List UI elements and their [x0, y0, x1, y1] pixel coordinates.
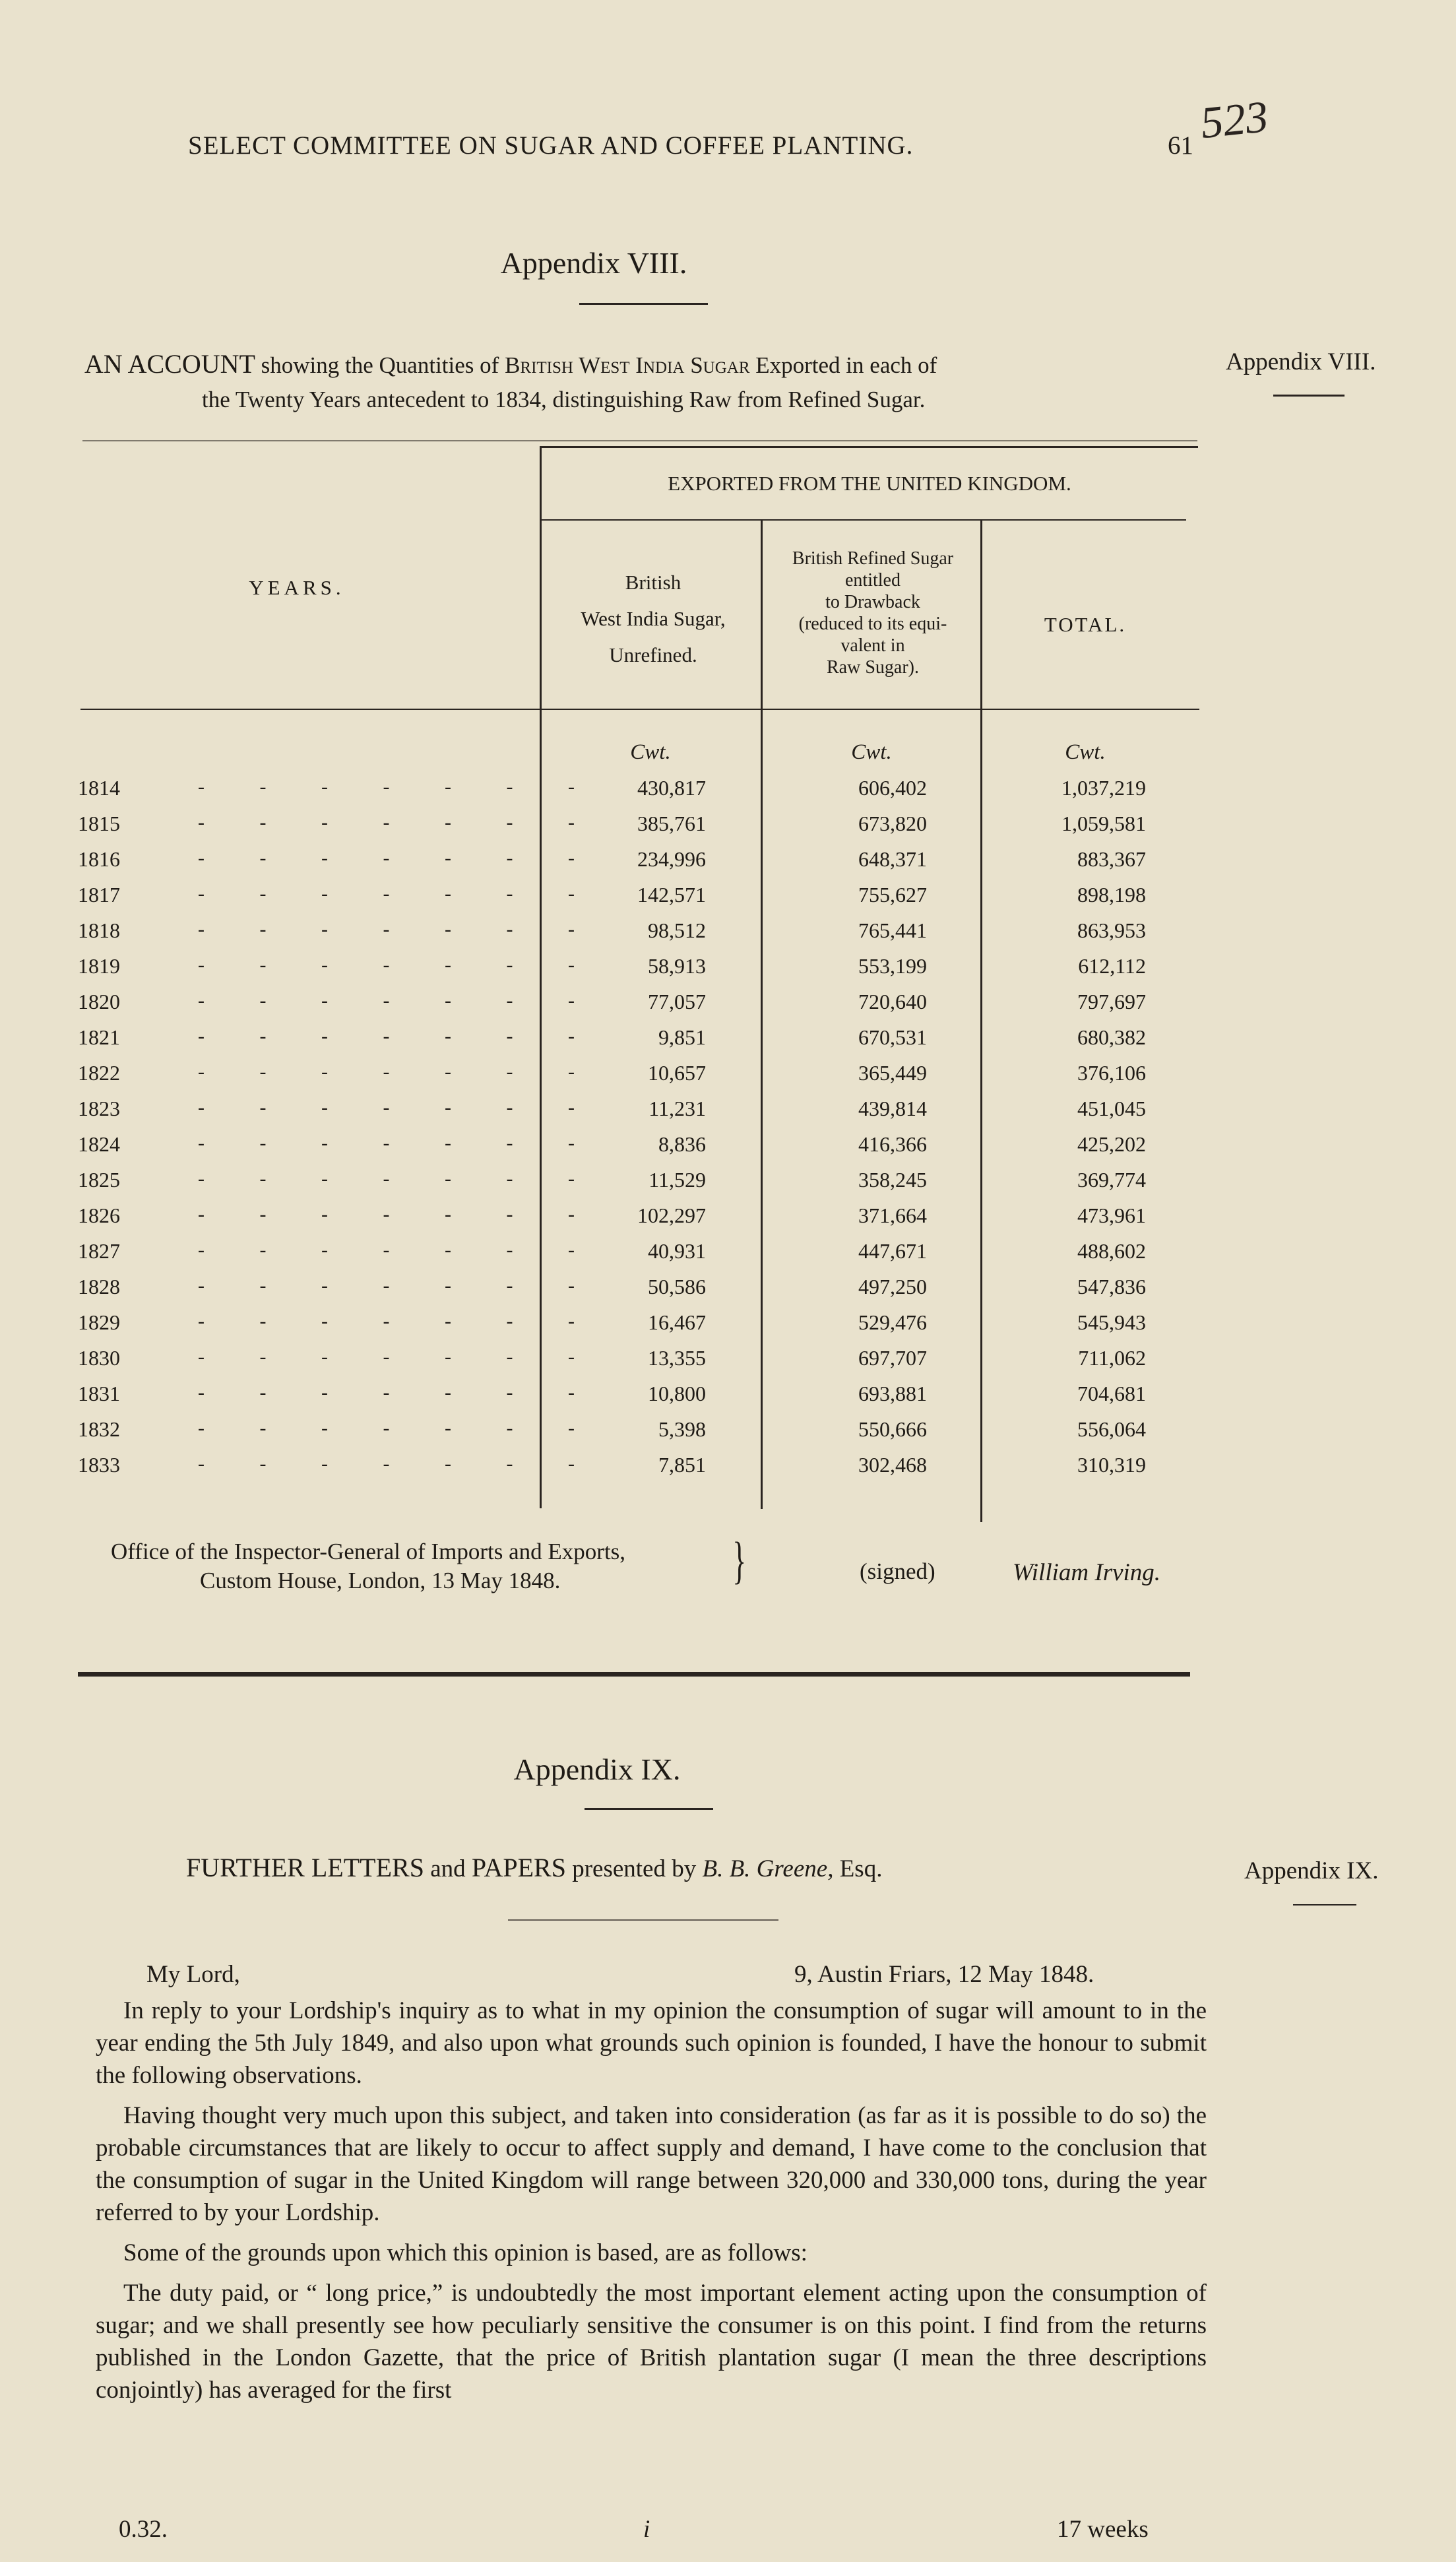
- leader-dashes: - - - - - - -: [198, 1275, 600, 1297]
- unrefined-cell: 7,851: [658, 1453, 706, 1477]
- total-cell: 547,836: [1077, 1275, 1146, 1298]
- unrefined-cell: 9,851: [658, 1025, 706, 1049]
- leader-dashes: - - - - - - -: [198, 1097, 600, 1118]
- leader-dashes: - - - - - - -: [198, 812, 600, 833]
- unrefined-cell: 77,057: [648, 990, 706, 1013]
- heading9-b: and: [424, 1855, 472, 1882]
- total-cell: 556,064: [1077, 1417, 1146, 1441]
- total-cell: 711,062: [1078, 1346, 1146, 1370]
- year-cell: 1815: [78, 812, 120, 835]
- unrefined-cell: 16,467: [648, 1310, 706, 1334]
- office-attribution: [111, 1537, 625, 1595]
- margin-rule: [1273, 395, 1345, 397]
- unrefined-cell: 142,571: [637, 883, 706, 907]
- signature-mark: 0.32.: [119, 2516, 168, 2543]
- col-header-refined-l1: British Refined Sugar: [792, 548, 954, 569]
- leader-dashes: - - - - - - -: [198, 847, 600, 869]
- unit-unrefined: Cwt.: [630, 740, 671, 764]
- col-header-total: TOTAL.: [1044, 613, 1127, 636]
- total-cell: 863,953: [1077, 918, 1146, 942]
- total-cell: 545,943: [1077, 1310, 1146, 1334]
- refined-cell: 697,707: [858, 1346, 927, 1370]
- total-cell: 425,202: [1077, 1132, 1146, 1156]
- refined-cell: 497,250: [858, 1275, 927, 1298]
- salutation: My Lord,: [146, 1961, 240, 1988]
- unrefined-cell: 430,817: [637, 776, 706, 800]
- col-header-refined-l5: valent in: [840, 635, 905, 656]
- year-cell: 1821: [78, 1025, 120, 1049]
- leader-dashes: - - - - - - -: [198, 954, 600, 976]
- total-cell: 473,961: [1077, 1203, 1146, 1227]
- total-cell: 1,059,581: [1061, 812, 1146, 835]
- leader-dashes: - - - - - - -: [198, 1382, 600, 1403]
- leader-dashes: - - - - - - -: [198, 1203, 600, 1225]
- group-header-rule: [540, 519, 1186, 521]
- heading9-presenter: B. B. Greene,: [702, 1855, 834, 1882]
- col-header-unrefined: [548, 564, 759, 673]
- column-header-rule: [80, 709, 1199, 710]
- further-letters-heading: [186, 1852, 882, 1883]
- year-cell: 1833: [78, 1453, 120, 1477]
- letter-paragraph: In reply to your Lordship's inquiry as to what in my opinion the consumption of sugar will amount to in the year ending the 5th July 1849, and also upon what grounds such opinion is founded, I have the honour to submit the following observations.: [96, 1997, 1207, 2089]
- refined-cell: 439,814: [858, 1097, 927, 1120]
- col-header-unrefined-l1: British: [625, 571, 681, 594]
- total-cell: 451,045: [1077, 1097, 1146, 1120]
- year-cell: 1830: [78, 1346, 120, 1370]
- heading-text-b: Exported in each of: [749, 352, 937, 378]
- refined-cell: 365,449: [858, 1061, 927, 1085]
- year-cell: 1825: [78, 1168, 120, 1192]
- office-line-1: Office of the Inspector-General of Imports and Exports,: [111, 1539, 626, 1564]
- total-cell: 1,037,219: [1061, 776, 1146, 800]
- total-cell: 898,198: [1077, 883, 1146, 907]
- refined-cell: 648,371: [858, 847, 927, 871]
- year-cell: 1814: [78, 776, 120, 800]
- col-header-refined: [764, 548, 982, 678]
- catchword: 17 weeks: [1057, 2516, 1149, 2543]
- heading9-a: FURTHER LETTERS: [186, 1853, 424, 1882]
- group-header: EXPORTED FROM THE UNITED KINGDOM.: [668, 472, 1071, 495]
- unrefined-cell: 234,996: [637, 847, 706, 871]
- unit-total: Cwt.: [1065, 740, 1106, 764]
- handwritten-folio: 523: [1198, 90, 1271, 148]
- table-top-rule: [82, 440, 1197, 441]
- unrefined-cell: 98,512: [648, 918, 706, 942]
- margin-rule-9: [1293, 1904, 1356, 1905]
- heading-line-2: the Twenty Years antecedent to 1834, distinguishing Raw from Refined Sugar.: [202, 387, 926, 412]
- total-cell: 376,106: [1077, 1061, 1146, 1085]
- heading9-c: PAPERS: [471, 1853, 566, 1882]
- refined-cell: 755,627: [858, 883, 927, 907]
- title-underline-9: [585, 1808, 713, 1810]
- total-cell: 704,681: [1077, 1382, 1146, 1405]
- year-cell: 1832: [78, 1417, 120, 1441]
- leader-dashes: - - - - - - -: [198, 1025, 600, 1047]
- leader-dashes: - - - - - - -: [198, 1453, 600, 1475]
- unrefined-cell: 11,231: [649, 1097, 706, 1120]
- refined-cell: 371,664: [858, 1203, 927, 1227]
- leader-dashes: - - - - - - -: [198, 1168, 600, 1190]
- year-cell: 1818: [78, 918, 120, 942]
- running-title: SELECT COMMITTEE ON SUGAR AND COFFEE PLANTING.: [188, 131, 914, 160]
- page-number: 61: [1168, 131, 1193, 160]
- heading9-f: Esq.: [833, 1855, 883, 1882]
- unrefined-cell: 11,529: [649, 1168, 706, 1192]
- leader-dashes: - - - - - - -: [198, 1061, 600, 1083]
- leader-dashes: - - - - - - -: [198, 883, 600, 905]
- unit-refined: Cwt.: [851, 740, 892, 764]
- year-cell: 1826: [78, 1203, 120, 1227]
- leader-dashes: - - - - - - -: [198, 1310, 600, 1332]
- unrefined-cell: 58,913: [648, 954, 706, 978]
- refined-cell: 673,820: [858, 812, 927, 835]
- refined-cell: 550,666: [858, 1417, 927, 1441]
- appendix-9-title: Appendix IX.: [513, 1752, 681, 1786]
- unrefined-cell: 40,931: [648, 1239, 706, 1263]
- col-header-years: YEARS.: [249, 576, 345, 599]
- year-cell: 1827: [78, 1239, 120, 1263]
- leader-dashes: - - - - - - -: [198, 1239, 600, 1261]
- appendix-8-title: Appendix VIII.: [500, 246, 687, 280]
- heading-rule-9: [508, 1919, 778, 1921]
- unrefined-cell: 8,836: [658, 1132, 706, 1156]
- year-cell: 1824: [78, 1132, 120, 1156]
- unrefined-cell: 10,657: [648, 1061, 706, 1085]
- letter-paragraph: The duty paid, or “ long price,” is undoubtedly the most important element acting upon the consumption of sugar; and we shall presently see how peculiarly sensitive the consumer is on this point. I find from the returns published in the London Gazette, that the price of British plantation sugar (I mean the three descriptions conjointly) has averaged for the first: [96, 2280, 1207, 2404]
- refined-cell: 606,402: [858, 776, 927, 800]
- sheet-signature: i: [643, 2516, 650, 2543]
- col-header-unrefined-l3: Unrefined.: [609, 643, 697, 666]
- col-header-refined-l2: entitled: [845, 570, 901, 591]
- total-cell: 310,319: [1077, 1453, 1146, 1477]
- year-cell: 1828: [78, 1275, 120, 1298]
- title-underline: [579, 303, 708, 305]
- heading-text-a: showing the Quantities of: [255, 352, 505, 378]
- year-cell: 1817: [78, 883, 120, 907]
- heading-lead: AN ACCOUNT: [84, 349, 255, 379]
- col-header-refined-l3: to Drawback: [825, 592, 920, 612]
- year-cell: 1819: [78, 954, 120, 978]
- refined-cell: 447,671: [858, 1239, 927, 1263]
- year-cell: 1816: [78, 847, 120, 871]
- refined-cell: 358,245: [858, 1168, 927, 1192]
- refined-cell: 693,881: [858, 1382, 927, 1405]
- heading-subject: British West India Sugar: [505, 352, 750, 378]
- year-cell: 1823: [78, 1097, 120, 1120]
- leader-dashes: - - - - - - -: [198, 776, 600, 798]
- col-header-refined-l6: Raw Sugar).: [827, 657, 919, 678]
- col-header-refined-l4: (reduced to its equi-: [798, 614, 947, 634]
- section-divider: [78, 1672, 1190, 1677]
- brace-glyph: }: [732, 1531, 747, 1589]
- table-vline-2: [761, 519, 763, 1509]
- letter-paragraph: Some of the grounds upon which this opinion is based, are as follows:: [123, 2239, 807, 2266]
- account-heading: [84, 347, 1219, 417]
- refined-cell: 553,199: [858, 954, 927, 978]
- unrefined-cell: 5,398: [658, 1417, 706, 1441]
- leader-dashes: - - - - - - -: [198, 990, 600, 1011]
- total-cell: 488,602: [1077, 1239, 1146, 1263]
- total-cell: 883,367: [1077, 847, 1146, 871]
- letter-body: [96, 1995, 1207, 2406]
- table-top-rule-right: [540, 446, 1198, 448]
- total-cell: 612,112: [1078, 954, 1146, 978]
- unrefined-cell: 50,586: [648, 1275, 706, 1298]
- letter-paragraph: Having thought very much upon this subject, and taken into consideration (as far as it is possible to do so) the probable circumstances that are likely to occur to affect supply and demand, I have come to the conclusion that the consumption of sugar in the United Kingdom will range between 320,000 and 330,000 tons, during the year referred to by your Lordship.: [96, 2102, 1207, 2226]
- total-cell: 680,382: [1077, 1025, 1146, 1049]
- signer-name: William Irving.: [1013, 1559, 1161, 1586]
- signed-label: (signed): [860, 1558, 935, 1584]
- refined-cell: 416,366: [858, 1132, 927, 1156]
- leader-dashes: - - - - - - -: [198, 1417, 600, 1439]
- leader-dashes: - - - - - - -: [198, 1132, 600, 1154]
- office-line-2: Custom House, London, 13 May 1848.: [200, 1568, 561, 1593]
- total-cell: 369,774: [1077, 1168, 1146, 1192]
- unrefined-cell: 10,800: [648, 1382, 706, 1405]
- unrefined-cell: 385,761: [637, 812, 706, 835]
- refined-cell: 529,476: [858, 1310, 927, 1334]
- appendix-8-margin-label: Appendix VIII.: [1226, 348, 1376, 375]
- unrefined-cell: 102,297: [637, 1203, 706, 1227]
- year-cell: 1829: [78, 1310, 120, 1334]
- refined-cell: 670,531: [858, 1025, 927, 1049]
- leader-dashes: - - - - - - -: [198, 918, 600, 940]
- leader-dashes: - - - - - - -: [198, 1346, 600, 1368]
- refined-cell: 765,441: [858, 918, 927, 942]
- address-date: 9, Austin Friars, 12 May 1848.: [794, 1961, 1094, 1988]
- appendix-9-margin-label: Appendix IX.: [1244, 1857, 1379, 1884]
- year-cell: 1822: [78, 1061, 120, 1085]
- year-cell: 1820: [78, 990, 120, 1013]
- col-header-unrefined-l2: West India Sugar,: [581, 607, 726, 630]
- unrefined-cell: 13,355: [648, 1346, 706, 1370]
- refined-cell: 720,640: [858, 990, 927, 1013]
- total-cell: 797,697: [1077, 990, 1146, 1013]
- year-cell: 1831: [78, 1382, 120, 1405]
- refined-cell: 302,468: [858, 1453, 927, 1477]
- heading9-d: presented by: [565, 1855, 703, 1882]
